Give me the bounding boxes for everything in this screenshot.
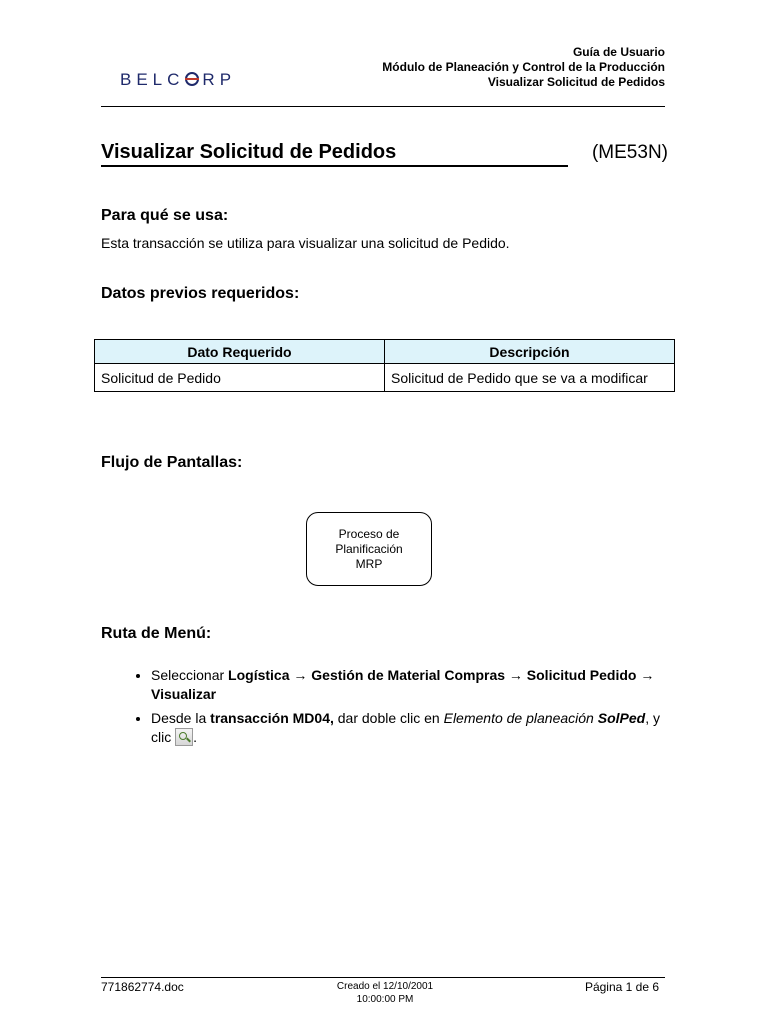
flow-box-line: MRP <box>355 556 383 571</box>
table-cell: Solicitud de Pedido que se va a modificar <box>385 364 675 392</box>
flow-box-line: Planificación <box>335 541 403 556</box>
belcorp-logo: BELC RP <box>120 70 237 89</box>
document-title: Visualizar Solicitud de Pedidos <box>101 141 397 163</box>
table-header-cell: Descripción <box>385 340 675 364</box>
table-header-cell: Dato Requerido <box>95 340 385 364</box>
purpose-heading: Para qué se usa: <box>101 207 229 224</box>
logo-o-icon <box>185 72 199 86</box>
table-cell: Solicitud de Pedido <box>95 364 385 392</box>
flow-heading: Flujo de Pantallas: <box>101 454 243 471</box>
footer-divider <box>101 977 665 978</box>
title-underline <box>101 165 568 167</box>
header-divider <box>101 106 665 107</box>
transaction-code: (ME53N) <box>591 142 668 163</box>
menu-route-list <box>133 666 671 752</box>
header-guide: Guía de Usuario <box>572 45 665 59</box>
page-header-info <box>382 45 665 90</box>
header-section: Visualizar Solicitud de Pedidos <box>487 75 665 89</box>
footer-created: Creado el 12/10/2001 10:00:00 PM <box>336 981 434 1005</box>
header-module: Módulo de Planeación y Control de la Producción <box>382 60 665 74</box>
flow-box-line: Proceso de <box>338 526 400 541</box>
purpose-text: Esta transacción se utiliza para visualizar una solicitud de Pedido. <box>101 235 510 251</box>
menu-heading: Ruta de Menú: <box>101 625 212 642</box>
table-row <box>95 364 675 392</box>
table-header-row <box>95 340 675 364</box>
footer-filename: 771862774.doc <box>101 980 184 994</box>
flow-process-box <box>306 512 432 586</box>
list-item: • Desde la transacción MD04, dar doble clic en Elemento de planeación SolPed, y clic . <box>151 709 671 747</box>
list-item: • Seleccionar Logística → Gestión de Material Compras → Solicitud Pedido → Visualizar <box>151 666 671 704</box>
footer-page-number: Página 1 de 6 <box>584 980 659 994</box>
arrow-right-icon: → <box>640 667 655 683</box>
prereq-table <box>94 339 675 392</box>
display-icon <box>175 728 193 746</box>
prereq-heading: Datos previos requeridos: <box>101 285 300 302</box>
arrow-right-icon: → <box>293 667 308 683</box>
arrow-right-icon: → <box>508 667 523 683</box>
